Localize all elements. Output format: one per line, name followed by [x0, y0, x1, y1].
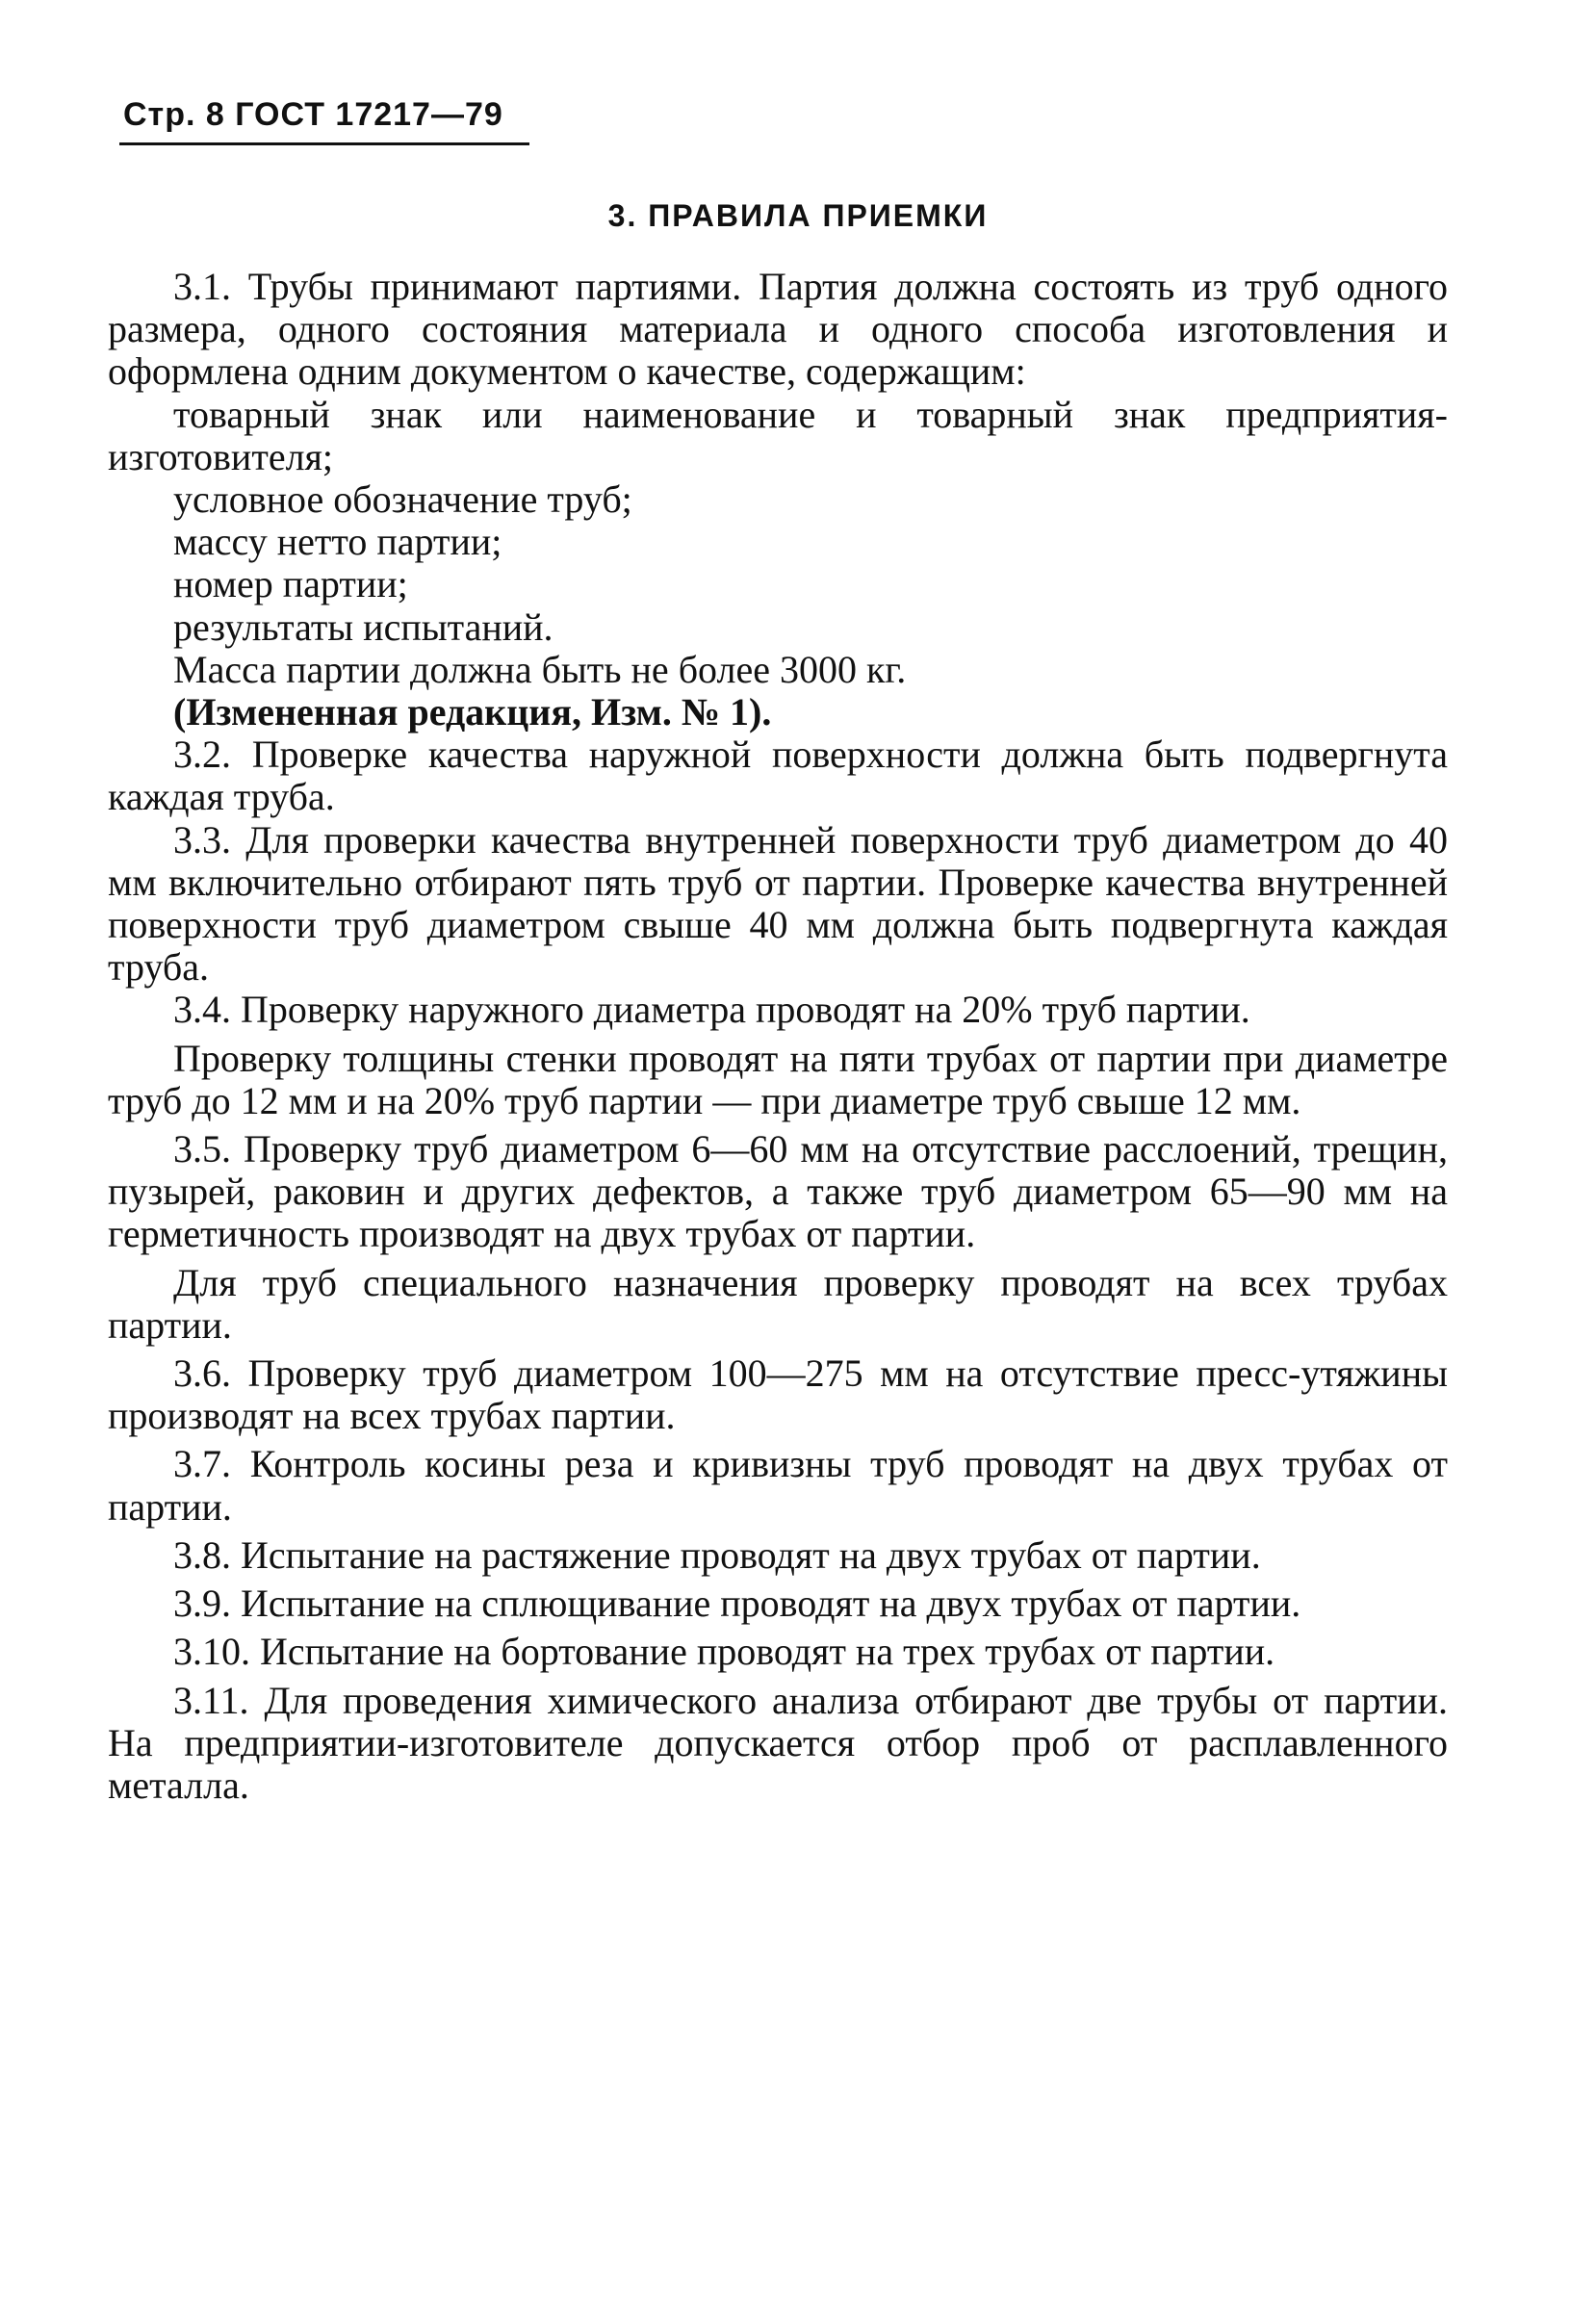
- list-item-batch-number: номер партии;: [173, 562, 408, 606]
- paragraph-batch-mass: Масса партии должна быть не более 3000 кг.: [173, 647, 907, 691]
- paragraph-3-7: 3.7. Контроль косины реза и кривизны труб проводят на двух трубах от партии.: [108, 1442, 1448, 1529]
- list-item-designation: условное обозначение труб;: [173, 477, 632, 522]
- body-text: [108, 266, 1448, 1807]
- list-item-trademark: товарный знак или наименование и товарный знак предприятия-изготовителя;: [108, 392, 1448, 478]
- paragraph-3-4: 3.4. Проверку наружного диаметра проводят на 20% труб партии.: [173, 988, 1250, 1032]
- running-head: Стр. 8 ГОСТ 17217—79: [123, 96, 503, 133]
- section-title: 3. ПРАВИЛА ПРИЕМКИ: [607, 198, 989, 233]
- paragraph-3-8: 3.8. Испытание на растяжение проводят на двух трубах от партии.: [173, 1532, 1261, 1577]
- amendment-note: (Измененная редакция, Изм. № 1).: [173, 690, 772, 734]
- paragraph-wall-thickness: Проверку толщины стенки проводят на пяти трубах от партии при диаметре труб до 12 мм и на 20% труб партии — при диаметре труб свыше 12 мм.: [108, 1036, 1448, 1122]
- paragraph-3-5: 3.5. Проверку труб диаметром 6—60 мм на отсутствие расслоений, трещин, пузырей, раковин и других дефектов, а также труб диаметром 65—90 мм на герметичность производят на двух трубах от партии.: [108, 1127, 1448, 1256]
- paragraph-3-3: 3.3. Для проверки качества внутренней поверхности труб диаметром до 40 мм включительно отбирают пять труб от партии. Проверке качества внутренней поверхности труб диаметром свыше 40 мм должна быть подвергнута каждая труба.: [108, 817, 1448, 990]
- list-item-test-results: результаты испытаний.: [173, 605, 553, 649]
- paragraph-3-2: 3.2. Проверке качества наружной поверхности должна быть подвергнута каждая труба.: [108, 733, 1448, 819]
- paragraph-3-11: 3.11. Для проведения химического анализа отбирают две трубы от партии. На предприятии-изготовителе допускается отбор проб от расплавленного металла.: [108, 1678, 1448, 1807]
- paragraph-special-purpose: Для труб специального назначения проверку проводят на всех трубах партии.: [108, 1260, 1448, 1347]
- paragraph-3-10: 3.10. Испытание на бортование проводят на трех трубах от партии.: [173, 1630, 1275, 1674]
- paragraph-3-9: 3.9. Испытание на сплющивание проводят на двух трубах от партии.: [173, 1582, 1301, 1626]
- paragraph-3-1: 3.1. Трубы принимают партиями. Партия должна состоять из труб одного размера, одного состояния материала и одного способа изготовления и оформлена одним документом о качестве, содержащим:: [108, 265, 1448, 394]
- paragraph-3-6: 3.6. Проверку труб диаметром 100—275 мм на отсутствие пресс-утяжины производят на всех трубах партии.: [108, 1351, 1448, 1438]
- list-item-net-mass: массу нетто партии;: [173, 520, 502, 564]
- header-rule: [119, 142, 529, 145]
